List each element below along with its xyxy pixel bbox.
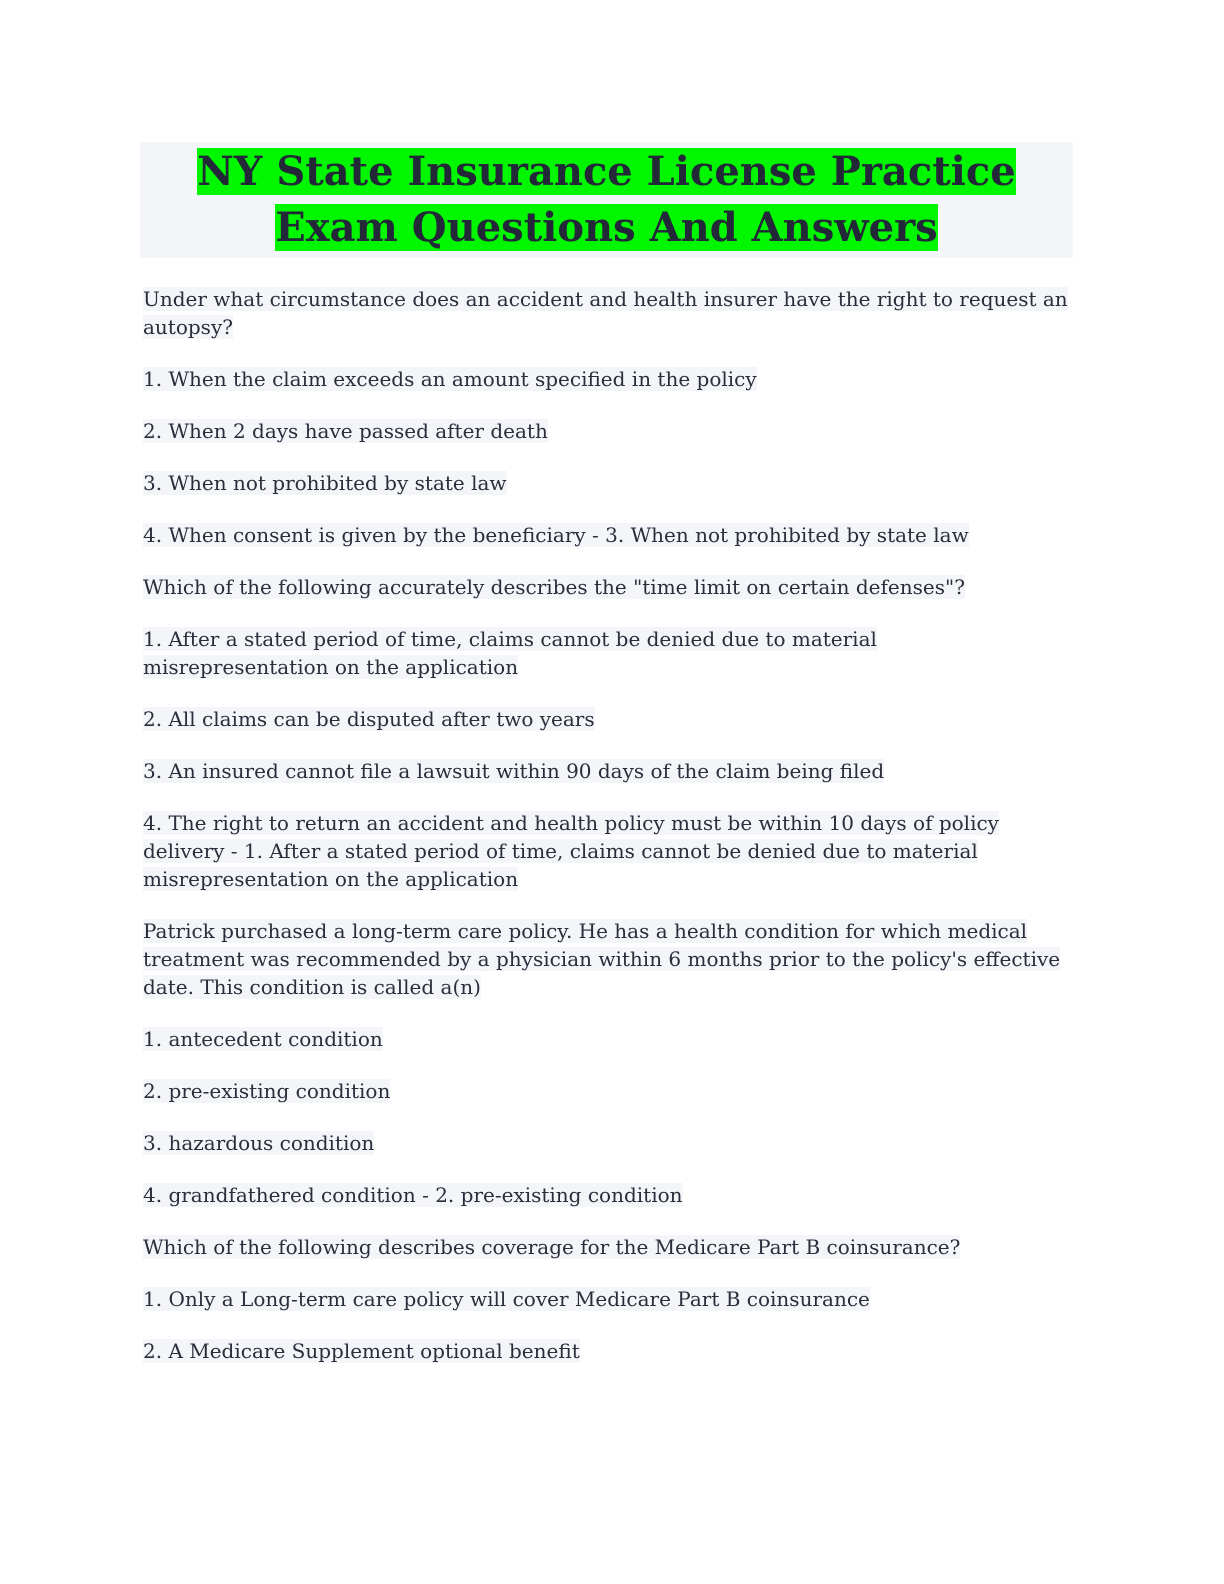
question-4: Which of the following describes coverage for the Medicare Part B coinsurance?: [143, 1235, 961, 1259]
q3-option-3: 3. hazardous condition: [143, 1131, 375, 1155]
q2-option-3: 3. An insured cannot file a lawsuit within 90 days of the claim being filed: [143, 759, 885, 783]
question-1: Under what circumstance does an accident and health insurer have the right to request an autopsy?: [143, 287, 1068, 339]
question-3: Patrick purchased a long-term care policy. He has a health condition for which medical treatment was recommended by a physician within 6 months prior to the policy's effective date. This condition is called a(n): [143, 919, 1061, 999]
q2-option-1: 1. After a stated period of time, claims cannot be denied due to material misrepresentation on the application: [143, 627, 877, 679]
q3-option-4-answer: 4. grandfathered condition - 2. pre-existing condition: [143, 1183, 683, 1207]
q4-option-2: 2. A Medicare Supplement optional benefit: [143, 1339, 580, 1363]
q4-option-1: 1. Only a Long-term care policy will cover Medicare Part B coinsurance: [143, 1287, 870, 1311]
document-title: NY State Insurance License Practice Exam Questions And Answers: [197, 148, 1016, 251]
q2-option-2: 2. All claims can be disputed after two years: [143, 707, 595, 731]
q1-option-1: 1. When the claim exceeds an amount specified in the policy: [143, 367, 757, 391]
q3-option-1: 1. antecedent condition: [143, 1027, 383, 1051]
document-page: [140, 142, 1073, 1389]
q1-option-2: 2. When 2 days have passed after death: [143, 419, 548, 443]
q2-option-4-answer: 4. The right to return an accident and health policy must be within 10 days of policy delivery - 1. After a stated period of time, claims cannot be denied due to material misrepresentation on the application: [143, 811, 999, 891]
q1-option-3: 3. When not prohibited by state law: [143, 471, 507, 495]
q1-option-4-answer: 4. When consent is given by the beneficiary - 3. When not prohibited by state law: [143, 523, 969, 547]
question-2: Which of the following accurately describes the "time limit on certain defenses"?: [143, 575, 965, 599]
title-block: [140, 142, 1073, 258]
q3-option-2: 2. pre-existing condition: [143, 1079, 391, 1103]
